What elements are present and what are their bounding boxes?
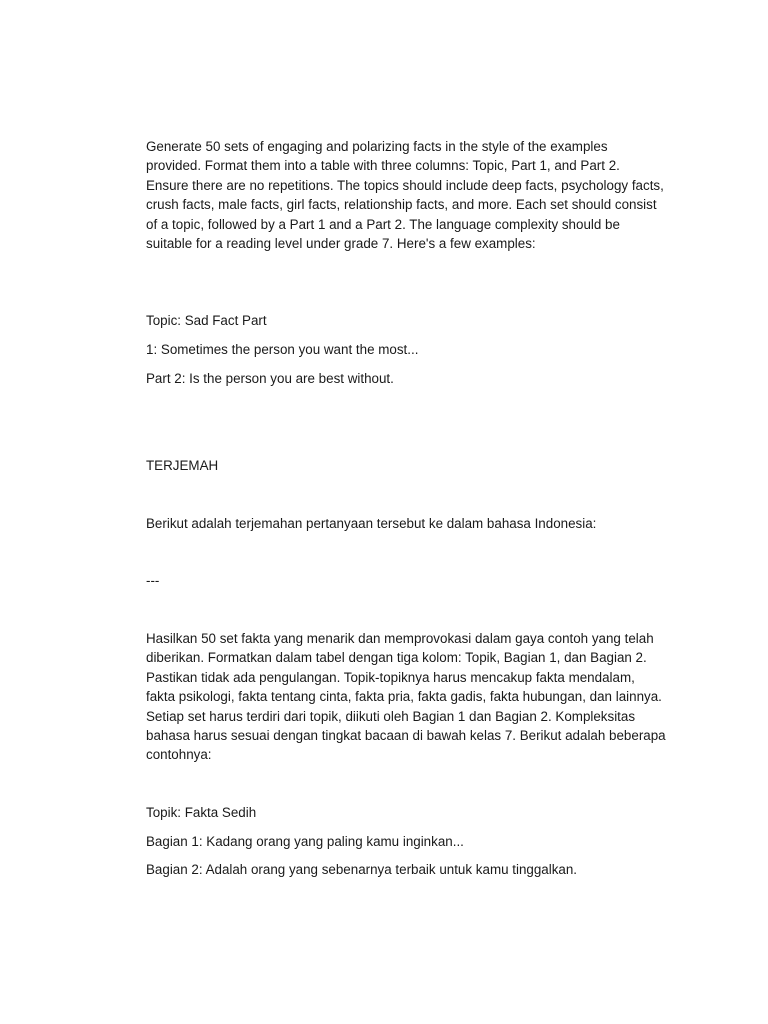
intro-paragraph: Generate 50 sets of engaging and polarizing facts in the style of the examples provided. Format them into a table with three columns: Topic, Part 1, and Part 2. Ensure there are no repetitions. The topics should include deep facts, psychology facts, crush facts, male facts, girl facts, relationship facts, and more. Each set should consist of a topic, followed by a Part 1 and a Part 2. The language complexity should be suitable for a reading level under grade 7. Here's a few examples: xyxy=(146,139,664,252)
example-id-part2: Bagian 2: Adalah orang yang sebenarnya terbaik untuk kamu tinggalkan. xyxy=(146,862,578,877)
example-part1: 1: Sometimes the person you want the most... xyxy=(146,342,419,357)
translate-heading: TERJEMAH xyxy=(146,458,219,473)
example-id-part1: Bagian 1: Kadang orang yang paling kamu inginkan... xyxy=(146,834,464,849)
translation-intro: Berikut adalah terjemahan pertanyaan tersebut ke dalam bahasa Indonesia: xyxy=(146,516,597,531)
translated-paragraph: Hasilkan 50 set fakta yang menarik dan memprovokasi dalam gaya contoh yang telah diberikan. Formatkan dalam tabel dengan tiga kolom: Topik, Bagian 1, dan Bagian 2. Pastikan tidak ada pengulangan. Topik-topiknya harus mencakup fakta mendalam, fakta psikologi, fakta tentang cinta, fakta pria, fakta gadis, fakta hubungan, dan lainnya. Setiap set harus terdiri dari topik, diikuti oleh Bagian 1 dan Bagian 2. Kompleksitas bahasa harus sesuai dengan tingkat bacaan di bawah kelas 7. Berikut adalah beberapa contohnya: xyxy=(146,631,666,763)
example-part2: Part 2: Is the person you are best without. xyxy=(146,371,394,386)
example-id-topic: Topik: Fakta Sedih xyxy=(146,805,257,820)
example-topic: Topic: Sad Fact Part xyxy=(146,313,267,328)
separator: --- xyxy=(146,573,160,588)
